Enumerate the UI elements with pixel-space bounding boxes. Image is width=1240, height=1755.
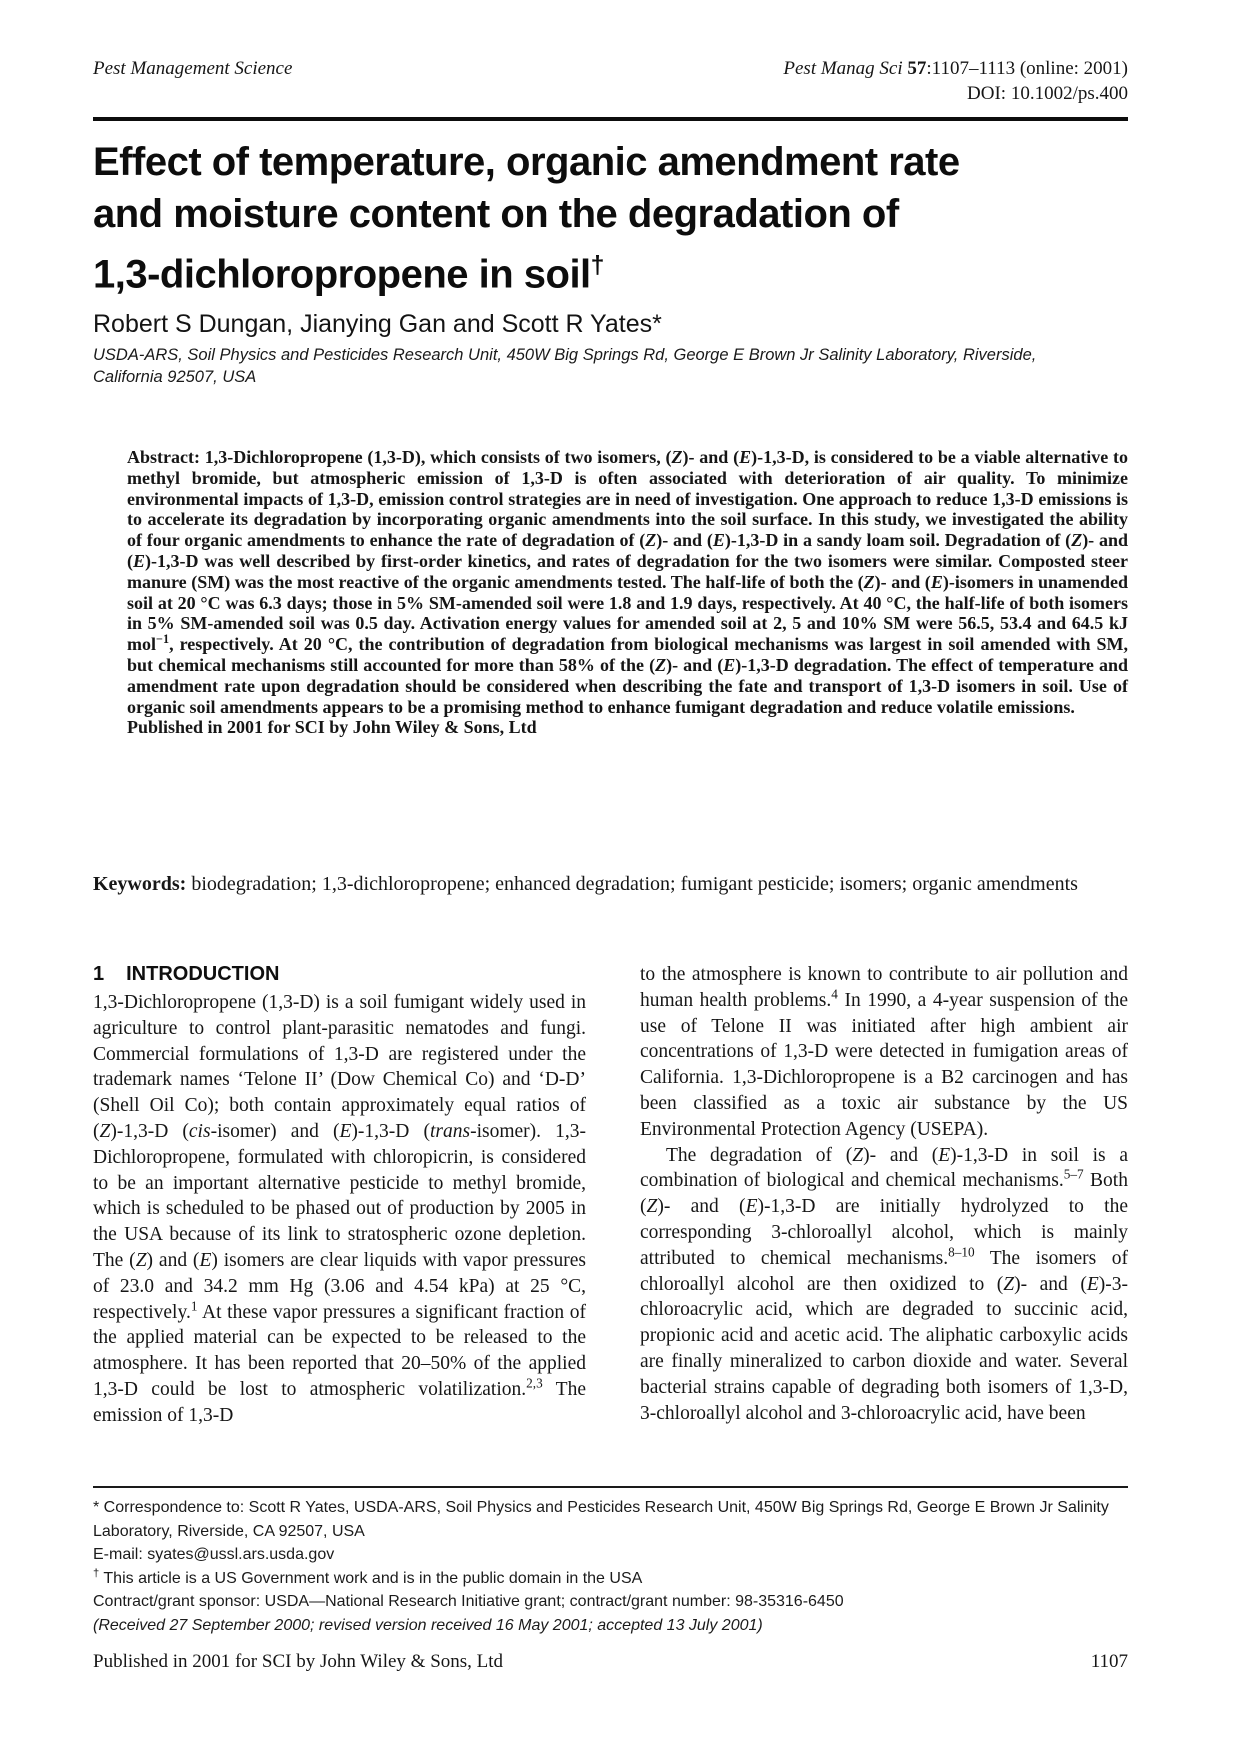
abstract-text: 1,3-Dichloropropene (1,3-D), which consists of two isomers, (Z)- and (E)-1,3-D, is considered to be a viable alternative to methyl bromide, but atmospheric emission of 1,3-D is often associated with deterioration of air quality. To minimize environmental impacts of 1,3-D, emission control strategies are in need of investigation. One approach to reduce 1,3-D emissions is to accelerate its degradation by incorporating organic amendments into the soil surface. In this study, we investigated the ability of four organic amendments to enhance the rate of degradation of (Z)- and (E)-1,3-D in a sandy loam soil. Degradation of (Z)- and (E)-1,3-D was well described by first-order kinetics, and rates of degradation for the two isomers were similar. Composted steer manure (SM) was the most reactive of the organic amendments tested. The half-life of both the (Z)- and (E)-isomers in unamended soil at 20 °C was 6.3 days; those in 5% SM-amended soil were 1.8 and 1.9 days, respectively. At 40 °C, the half-life of both isomers in 5% SM-amended soil was 0.5 day. Activation energy values for amended soil at 2, 5 and 10% SM were 56.5, 53.4 and 64.5 kJ mol$^{-1}$, respectively. At 20 °C, the contribution of degradation from biological mechanisms was largest in soil amended with SM, but chemical mechanisms still accounted for more than 58% of the (Z)- and (E)-1,3-D degradation. The effect of temperature and amendment rate upon degradation should be considered when describing the fate and transport of 1,3-D isomers in soil. Use of organic soil amendments appears to be a promising method to enhance fumigant degradation and reduce volatile emissions. xyxy=(127,447,1128,717)
footer-publisher: Published in 2001 for SCI by John Wiley & Sons, Ltd xyxy=(93,1651,504,1672)
footer-page-number: 1107 xyxy=(1090,1651,1128,1672)
title-line: and moisture content on the degradation of xyxy=(93,192,899,236)
abstract-publisher-note: Published in 2001 for SCI by John Wiley & Sons, Ltd xyxy=(127,717,537,738)
abstract-label: Abstract: xyxy=(127,447,200,467)
right-column xyxy=(640,962,1128,1429)
intro-paragraph: 1,3-Dichloropropene (1,3-D) is a soil fumigant widely used in agriculture to control plant-parasitic nematodes and fungi. Commercial formulations of 1,3-D are registered under the trademark names ‘Telone II’ (Dow Chemical Co) and ‘D-D’ (Shell Oil Co); both contain approximately equal ratios of (Z)-1,3-D (cis-isomer) and (E)-1,3-D (trans-isomer). 1,3-Dichloropropene, formulated with chloropicrin, is considered to be an important alternative pesticide to methyl bromide, which is scheduled to be phased out of production by 2005 in the USA because of its link to stratospheric ozone depletion. The (Z) and (E) isomers are clear liquids with vapor pressures of 23.0 and 34.2 mm Hg (3.06 and 4.54 kPa) at 25 °C, respectively.$^1$ At these vapor pressures a significant fraction of the applied material can be expected to be released to the atmosphere. It has been reported that 20–50% of the applied 1,3-D could be lost to atmospheric volatilization.$^{2,3}$ The emission of 1,3-D xyxy=(93,992,586,1426)
title-line: 1,3-dichloropropene in soil† xyxy=(93,252,604,297)
affiliation-line: USDA-ARS, Soil Physics and Pesticides Research Unit, 450W Big Springs Rd, George E Brown Jr Salinity Laboratory, Riverside, California 92507, USA xyxy=(93,346,1037,387)
abstract-paragraph xyxy=(127,447,1128,717)
journal-name: Pest Management Science xyxy=(93,58,293,79)
intro-section-heading xyxy=(93,962,586,986)
doi-line: DOI: 10.1002/ps.400 xyxy=(967,83,1128,104)
title-block xyxy=(93,136,1128,388)
page-header xyxy=(93,56,1128,106)
footnote-dagger-note: † This article is a US Government work and is in the public domain in the USA xyxy=(93,1567,643,1587)
citation-journal-abbrev: Pest Manag Sci xyxy=(783,58,903,79)
title-dagger: † xyxy=(590,252,604,279)
footnote-grant: Contract/grant sponsor: USDA—National Research Initiative grant; contract/grant number: 98-35316-6450 xyxy=(93,1593,844,1610)
footnote-received-dates: (Received 27 September 2000; revised version received 16 May 2001; accepted 13 July 2001) xyxy=(93,1616,763,1634)
citation-line xyxy=(783,56,1128,81)
abstract-section xyxy=(127,447,1128,738)
article-title xyxy=(93,136,1128,300)
body-columns xyxy=(93,962,1128,1429)
citation-volume: 57 xyxy=(907,58,927,79)
header-divider xyxy=(93,117,1128,121)
footnote-divider xyxy=(93,1486,1128,1488)
footnotes-section xyxy=(93,1496,1128,1637)
authors-line: Robert S Dungan, Jianying Gan and Scott R Yates* xyxy=(93,310,662,339)
keywords-text: biodegradation; 1,3-dichloropropene; enhanced degradation; fumigant pesticide; isomers; organic amendments xyxy=(191,873,1078,895)
section-title: INTRODUCTION xyxy=(126,963,280,985)
citation-pages: :1107–1113 (online: 2001) xyxy=(926,58,1128,79)
footnote-email: E-mail: syates@ussl.ars.usda.gov xyxy=(93,1546,335,1563)
intro-paragraph: The degradation of (Z)- and (E)-1,3-D in soil is a combination of biological and chemical mechanisms.$^{5-7}$ Both (Z)- and (E)-1,3-D are initially hydrolyzed to the corresponding 3-chloroallyl alcohol, which is mainly attributed to chemical mechanisms.$^{8-10}$ The isomers of chloroallyl alcohol are then oxidized to (Z)- and (E)-3-chloroacrylic acid, which are degraded to succinic acid, propionic acid and acetic acid. The aliphatic carboxylic acids are finally mineralized to carbon dioxide and water. Several bacterial strains capable of degrading both isomers of 1,3-D, 3-chloroallyl alcohol and 3-chloroacrylic acid, have been xyxy=(640,1144,1128,1424)
page-footer xyxy=(93,1650,1128,1674)
citation-block xyxy=(783,56,1128,106)
section-number: 1 xyxy=(93,963,105,985)
keywords-label: Keywords: xyxy=(93,873,187,895)
footnote-correspondence: * Correspondence to: Scott R Yates, USDA-ARS, Soil Physics and Pesticides Research Unit, 450W Big Springs Rd, George E Brown Jr Salinity Laboratory, Riverside, CA 92507, USA xyxy=(93,1499,1109,1540)
keywords-section xyxy=(93,871,1128,898)
intro-paragraph: to the atmosphere is known to contribute to air pollution and human health problems.$^4$ In 1990, a 4-year suspension of the use of Telone II was initiated after high ambient air concentrations of 1,3-D were detected in fumigation areas of California. 1,3-Dichloropropene is a B2 carcinogen and has been classified as a toxic air substance by the US Environmental Protection Agency (USEPA). xyxy=(640,964,1128,1140)
title-line: Effect of temperature, organic amendment rate xyxy=(93,140,960,184)
left-column xyxy=(93,962,586,1429)
